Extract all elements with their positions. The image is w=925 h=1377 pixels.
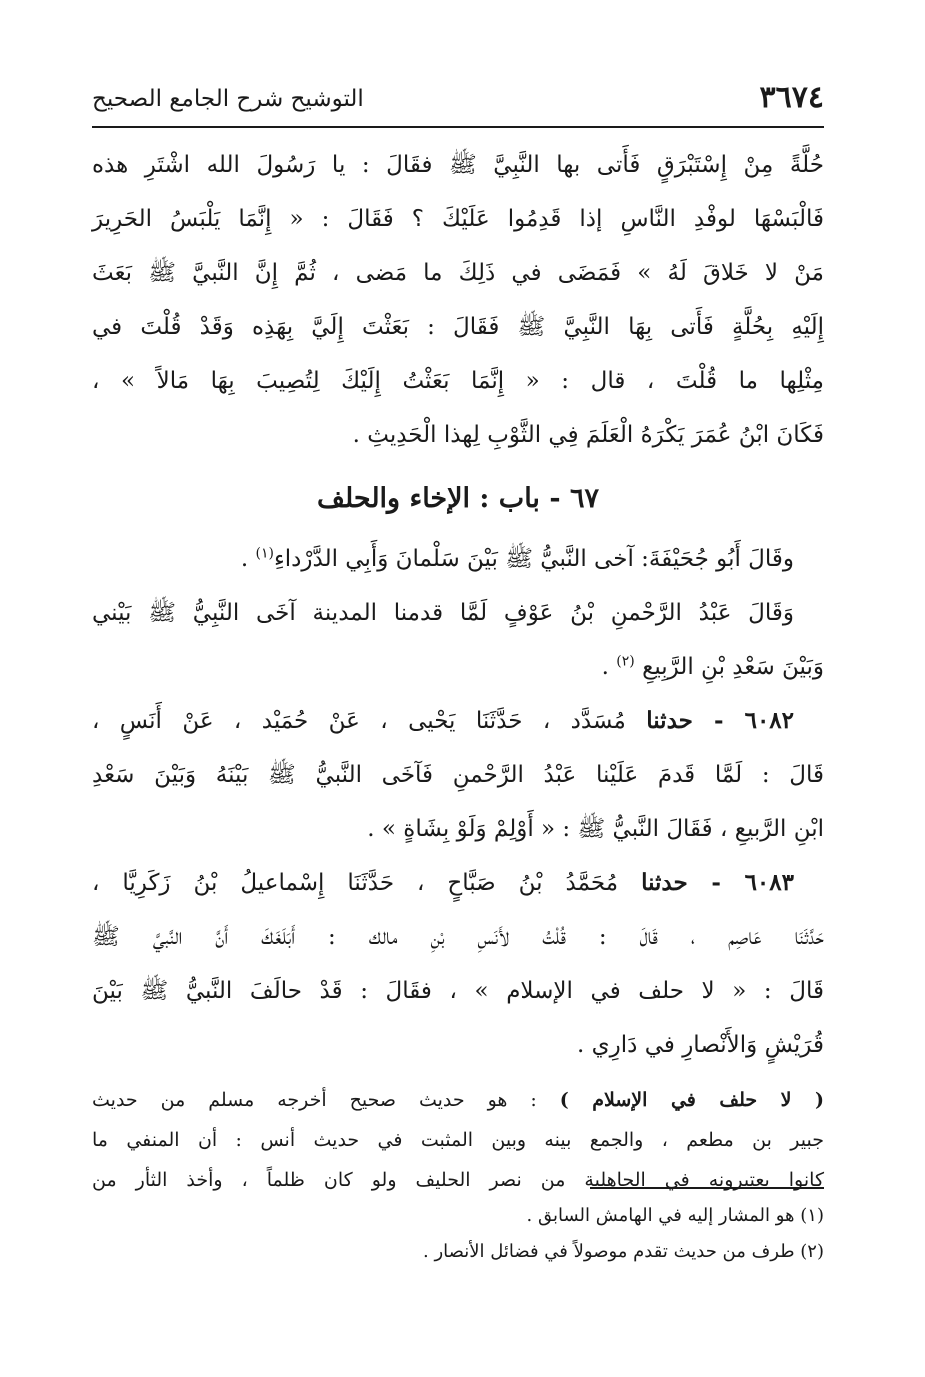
footnote-ref: (١) [255,545,274,562]
commentary [92,1080,824,1200]
text-fragment: : هو حديث صحيح أخرجه مسلم من حديث [92,1089,537,1111]
text-line [92,640,824,694]
text-line: إِلَيْهِ بِحُلَّةٍ فَأَتى بِهَا النَّبِيَّ ﷺ فَقَالَ : بَعَثْتَ إِلَيَّ بِهَذِه وَقَدْ قُلْتَ في [92,314,824,340]
commentary-line: كانوا يعتبرونه في الجاهلية من نصر الحليف ولو كان ظلماً ، وأخذ الثأر من [92,1169,824,1191]
text-line: مِثْلِها ما قُلْتَ ، قال : « إِنَّمَا بَعَثْتُ إِلَيْكَ لِتُصِيبَ بِهَا مَالاً » ، [92,368,824,394]
footnote-ref: (٢) [616,653,635,670]
text-line [92,532,824,586]
footnotes [92,1198,824,1270]
commentary-line: جبير بن مطعم ، والجمع بينه وبين المثبت في حديث أنس : أن المنفي ما [92,1129,824,1151]
commentary-line [92,1080,824,1120]
hadith-6082-line [92,694,824,748]
text-line: وَقَالَ عَبْدُ الرَّحْمنِ بْنُ عَوْفٍ لَمَّا قدمنا المدينة آخَى النَّبِيُّ ﷺ بَيْني [92,600,794,626]
hadith-6083-line [92,856,824,910]
hadith-number: ٦٠٨٣ - حدثنا [641,869,794,896]
text-line: فَكَانَ ابْنُ عُمَرَ يَكْرَهُ الْعَلَمَ فِي الثَّوْبِ لِهذا الْحَدِيثِ . [352,422,824,448]
commentary-lemma: ( لا حلف في الإسلام ) [559,1089,824,1111]
text-fragment: مُسَدَّد ، حَدَّثَنَا يَحْيى ، عَنْ حُمَيْد ، عَنْ أَنَسٍ ، [92,708,626,734]
footnote-rule [590,1187,824,1189]
text-line: فَالْبَسْهَا لوفْدِ النَّاسِ إذا قَدِمُوا عَلَيْكَ ؟ فَقَالَ : « إِنَّمَا يَلْبَسُ الحَرِيرَ [92,206,824,232]
text-fragment: مُحَمَّدُ بْنُ صَبَّاحٍ ، حَدَّثَنَا إِسْماعيلُ بْنُ زَكَرِيَّا ، [92,870,619,896]
text-line: قَالَ : « لا حلف في الإسلام » ، فقَالَ : قَدْ حالَفَ النَّبيُّ ﷺ بَيْنَ [92,978,824,1004]
text-line: قُرَيْشٍ وَالأَنْصارِ في دَارِي . [577,1032,824,1058]
header-rule [92,126,824,128]
text-fragment: . [601,654,609,680]
footnote: (٢) طرف من حديث تقدم موصولاً في فضائل الأنصار . [423,1241,824,1262]
text-line: حُلَّةً مِنْ إِسْتَبْرَقٍ فَأَتى بها النَّبِيَّ ﷺ فقَالَ : يا رَسُولَ الله اشْتَرِ هذه [92,152,824,178]
page-number: ٣٦٧٤ [759,80,824,115]
text-line: ابْنِ الرَّبيعِ ، فَقَالَ النَّبيُّ ﷺ : « أَوْلِمْ وَلَوْ بِشَاةٍ » . [367,816,824,842]
text-fragment: وقَالَ أَبُو جُحَيْفَةَ: آخى النَّبيُّ ﷺ بَيْنَ سَلْمانَ وَأَبِي الدَّرْداءِ [273,546,794,572]
hadith-number: ٦٠٨٢ - حدثنا [646,707,795,734]
chapter-title: ٦٧ - باب : الإخاء والحلف [317,483,599,514]
text-line: قَالَ : لَمَّا قَدمَ عَلَيْنا عَبْدُ الرَّحْمنِ فَآخَى النَّبيُّ ﷺ بَيْنَهُ وَبَيْنَ سَعْدِ [92,762,824,788]
text-fragment: . [240,546,249,572]
main-text [92,138,824,1200]
running-title: التوشيح شرح الجامع الصحيح [92,86,364,112]
text-fragment: وَبَيْنَ سَعْدِ بْنِ الرَّبِيعِ [642,654,824,680]
text-line: حَدَّثَنَا عَاصِم ، قَالَ : قُلْتُ لأَنَسِ بْنِ مالك : أَبَلَغَكَ أَنَّ النَّبيَّ ﷺ [92,924,824,950]
page-header [92,76,824,120]
text-line: مَنْ لا خَلاقَ لَهُ » فَمَضَى في ذَلِكَ ما مَضى ، ثُمَّ إِنَّ النَّبيَّ ﷺ بَعَثَ [92,260,824,286]
footnote: (١) هو المشار إليه في الهامش السابق . [526,1205,824,1226]
